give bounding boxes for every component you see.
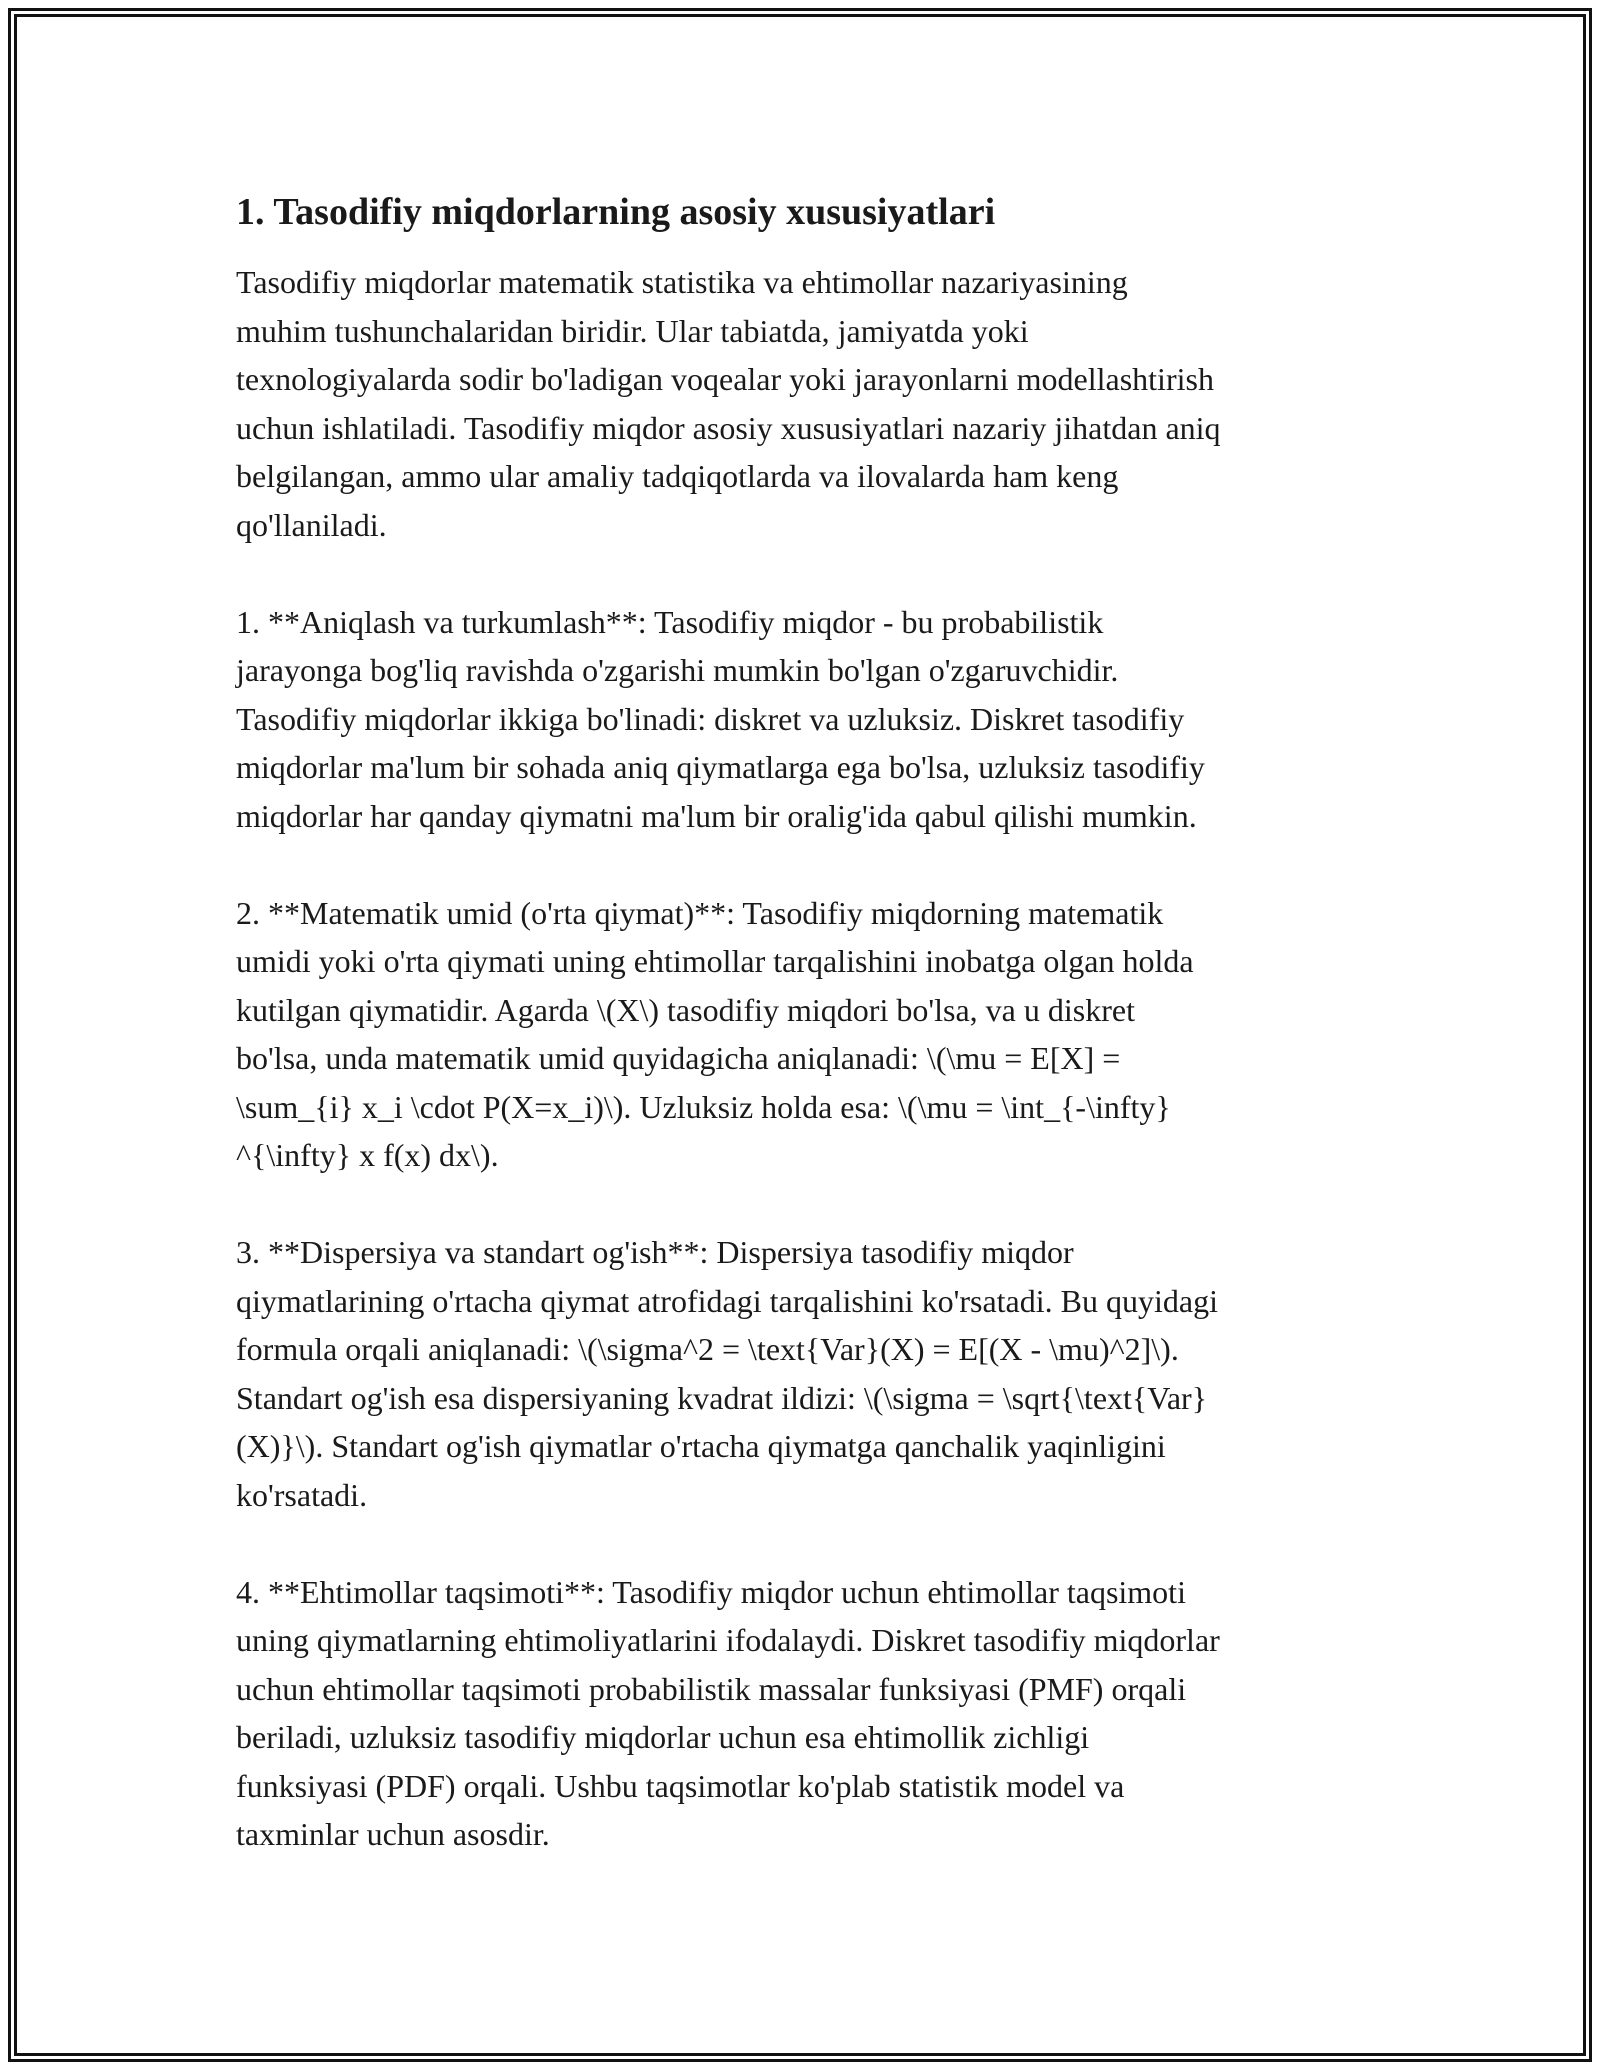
text-line: Tasodifiy miqdorlar matematik statistika va ehtimollar nazariyasining [236,264,1128,300]
text-line: funksiyasi (PDF) orqali. Ushbu taqsimotlar ko'plab statistik model va [236,1767,1125,1804]
text-line: miqdorlar har qanday qiymatni ma'lum bir oralig'ida qabul qilishi mumkin. [236,797,1197,834]
text-line: ko'rsatadi. [236,1476,368,1513]
text-line: 1. **Aniqlash va turkumlash**: Tasodifiy miqdor - bu probabilistik [236,603,1104,640]
text-line: uchun ishlatiladi. Tasodifiy miqdor asosiy xususiyatlari nazariy jihatdan aniq [236,409,1221,446]
text-line: uning qiymatlarning ehtimoliyatlarini ifodalaydi. Diskret tasodifiy miqdorlar [236,1622,1220,1658]
text-line: muhim tushunchalaridan biridir. Ular tabiatda, jamiyatda yoki [236,312,1029,349]
variance-paragraph [236,1228,1376,1519]
definition-paragraph [236,598,1376,841]
text-line: kutilgan qiymatidir. Agarda \(X\) tasodifiy miqdori bo'lsa, va u diskret [236,991,1135,1028]
text-line: belgilangan, ammo ular amaliy tadqiqotlarda va ilovalarda ham keng [236,458,1119,494]
document-body [236,188,1376,1907]
text-line: uchun ehtimollar taqsimoti probabilistik massalar funksiyasi (PMF) orqali [236,1670,1187,1707]
text-line: jarayonga bog'liq ravishda o'zgarishi mumkin bo'lgan o'zgaruvchidir. [236,652,1119,688]
text-line: 2. **Matematik umid (o'rta qiymat)**: Tasodifiy miqdorning matematik [236,894,1164,931]
text-line: bo'lsa, unda matematik umid quyidagicha aniqlanadi: \(\mu = E[X] = [236,1040,1121,1076]
text-line: ^{\infty} x f(x) dx\). [236,1137,499,1173]
text-line: qiymatlarining o'rtacha qiymat atrofidagi tarqalishini ko'rsatadi. Bu quyidagi [236,1282,1218,1319]
text-line: texnologiyalarda sodir bo'ladigan voqealar yoki jarayonlarni modellashtirish [236,361,1214,397]
text-line: (X)}\). Standart og'ish qiymatlar o'rtacha qiymatga qanchalik yaqinligini [236,1428,1166,1464]
section-heading: 1. Tasodifiy miqdorlarning asosiy xususiyatlari [236,191,996,233]
text-line: taxminlar uchun asosdir. [236,1816,550,1852]
distribution-paragraph [236,1568,1376,1859]
text-line: \sum_{i} x_i \cdot P(X=x_i)\). Uzluksiz holda esa: \(\mu = \int_{-\infty} [236,1088,1171,1125]
text-line: umidi yoki o'rta qiymati uning ehtimollar tarqalishini inobatga olgan holda [236,943,1194,979]
text-line: formula orqali aniqlanadi: \(\sigma^2 = \text{Var}(X) = E[(X - \mu)^2]\). [236,1331,1179,1367]
text-line: qo'llaniladi. [236,506,387,543]
text-line: 4. **Ehtimollar taqsimoti**: Tasodifiy miqdor uchun ehtimollar taqsimoti [236,1573,1186,1610]
text-line: Standart og'ish esa dispersiyaning kvadrat ildizi: \(\sigma = \sqrt{\text{Var} [236,1379,1208,1416]
text-line: beriladi, uzluksiz tasodifiy miqdorlar uchun esa ehtimollik zichligi [236,1719,1090,1755]
expectation-paragraph [236,889,1376,1180]
text-line: Tasodifiy miqdorlar ikkiga bo'linadi: diskret va uzluksiz. Diskret tasodifiy [236,700,1185,737]
intro-paragraph [236,258,1376,549]
text-line: miqdorlar ma'lum bir sohada aniq qiymatlarga ega bo'lsa, uzluksiz tasodifiy [236,749,1205,785]
text-line: 3. **Dispersiya va standart og'ish**: Dispersiya tasodifiy miqdor [236,1234,1074,1270]
